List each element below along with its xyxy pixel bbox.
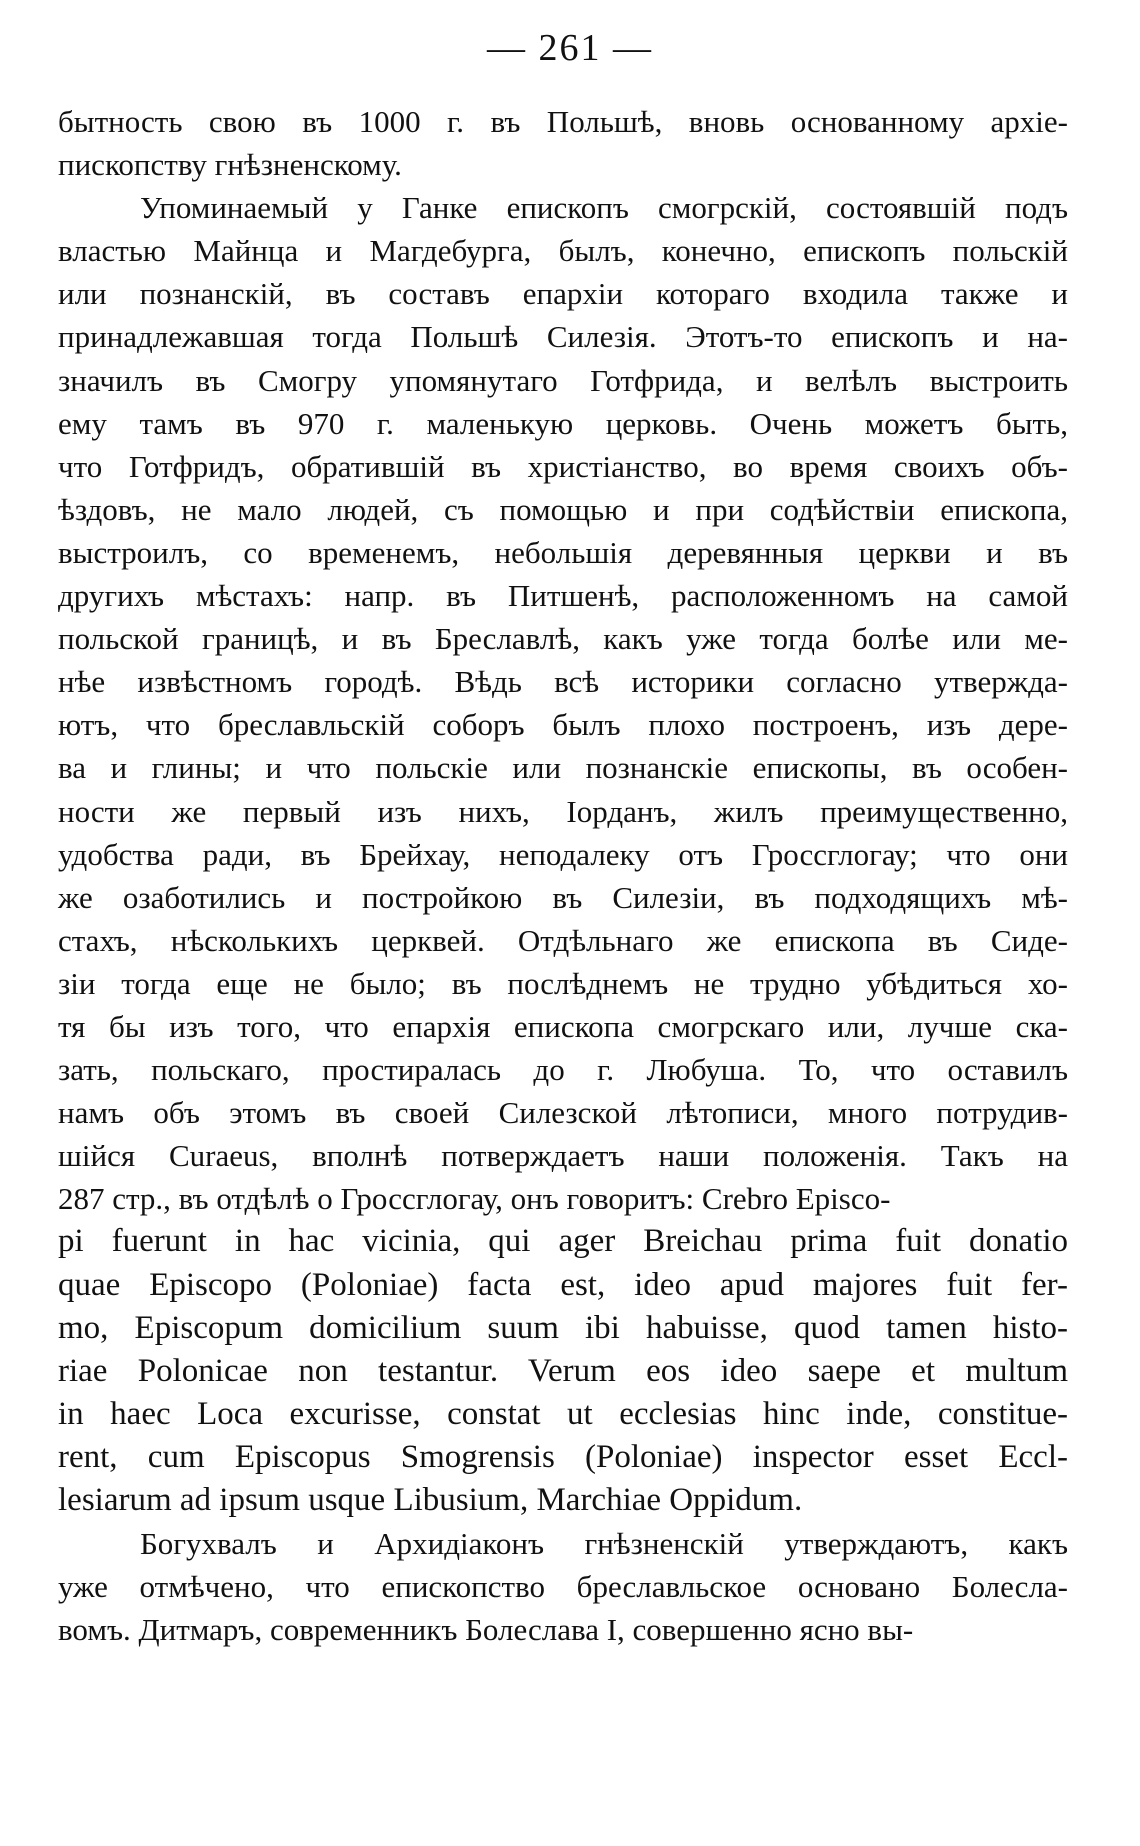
text-line: другихъ мѣстахъ: напр. въ Питшенѣ, расположенномъ на самой	[58, 578, 1068, 614]
text-line: mo, Episcopum domicilium suum ibi habuisse, quod tamen histo-	[58, 1309, 1068, 1346]
text-line: Упоминаемый у Ганке епископъ смогрскій, состоявшій подъ	[140, 190, 1068, 226]
text-line: что Готфридъ, обратившій въ христіанство, во время своихъ объ-	[58, 448, 1068, 484]
text-line: намъ объ этомъ въ своей Силезской лѣтописи, много потрудив-	[58, 1095, 1068, 1131]
text-line: вомъ. Дитмаръ, современникъ Болеслава I, совершенно ясно вы-	[58, 1612, 914, 1648]
text-line: ѣздовъ, не мало людей, съ помощью и при содѣйствіи епископа,	[58, 491, 1068, 527]
text-line: зать, польскаго, простиралась до г. Любуша. То, что оставилъ	[58, 1052, 1068, 1088]
text-line: уже отмѣчено, что епископство бреславльское основано Болесла-	[58, 1569, 1068, 1605]
text-line: in haec Loca excurisse, constat ut ecclesias hinc inde, constitue-	[58, 1395, 1068, 1432]
text-line: lesiarum ad ipsum usque Libusium, Marchiae Oppidum.	[58, 1482, 803, 1518]
text-line: 287 стр., въ отдѣлѣ о Гроссглогау, онъ говоритъ: Crebro Episco-	[58, 1181, 891, 1217]
text-line: riae Polonicae non testantur. Verum eos ideo saepe et multum	[58, 1352, 1068, 1389]
text-line: ютъ, что бреславльскій соборъ былъ плохо построенъ, изъ дере-	[58, 707, 1068, 743]
text-line: pi fuerunt in hac vicinia, qui ager Breichau prima fuit donatio	[58, 1223, 1068, 1260]
paragraph	[58, 1522, 1068, 1651]
text-line: пископству гнѣзненскому.	[58, 147, 402, 183]
text-line: ва и глины; и что польскіе или познанскіе епископы, въ особен-	[58, 750, 1068, 786]
paragraph	[58, 100, 1068, 186]
text-line: зіи тогда еще не было; въ послѣднемъ не трудно убѣдиться хо-	[58, 965, 1068, 1001]
text-line: польской границѣ, и въ Бреславлѣ, какъ уже тогда болѣе или ме-	[58, 621, 1068, 657]
page-text	[58, 100, 1068, 1651]
page-number: — 261 —	[487, 27, 653, 69]
text-line: стахъ, нѣсколькихъ церквей. Отдѣльнаго же епископа въ Сиде-	[58, 922, 1068, 958]
text-line: удобства ради, въ Брейхау, неподалеку отъ Гроссглогау; что они	[58, 836, 1068, 872]
text-line: принадлежавшая тогда Польшѣ Силезія. Этотъ-то епископъ и на-	[58, 319, 1068, 355]
text-line: значилъ въ Смогру упомянутаго Готфрида, и велѣлъ выстроить	[58, 362, 1068, 398]
text-line: quae Episcopo (Poloniae) facta est, ideo apud majores fuit fer-	[58, 1266, 1068, 1303]
text-line: Богухвалъ и Архидіаконъ гнѣзненскій утверждаютъ, какъ	[140, 1526, 1068, 1562]
text-line: выстроилъ, со временемъ, небольшія деревянныя церкви и въ	[58, 534, 1068, 570]
text-line: же озаботились и постройкою въ Силезіи, въ подходящихъ мѣ-	[58, 879, 1068, 915]
text-line: ности же первый изъ нихъ, Іорданъ, жилъ преимущественно,	[58, 793, 1068, 829]
text-line: ему тамъ въ 970 г. маленькую церковь. Очень можетъ быть,	[58, 405, 1068, 441]
text-line: нѣе извѣстномъ городѣ. Вѣдь всѣ историки согласно утвержда-	[58, 664, 1068, 700]
text-line: шійся Curaeus, вполнѣ потверждаетъ наши положенія. Такъ на	[58, 1138, 1068, 1174]
text-line: тя бы изъ того, что епархія епископа смогрскаго или, лучше ска-	[58, 1008, 1068, 1044]
text-line: бытность свою въ 1000 г. въ Польшѣ, вновь основанному архіе-	[58, 104, 1068, 139]
paragraph	[58, 1220, 1068, 1522]
text-line: или познанскій, въ составъ епархіи котораго входила также и	[58, 276, 1068, 312]
text-line: властью Майнца и Магдебурга, былъ, конечно, епископъ польскій	[58, 233, 1068, 269]
text-line: rent, cum Episcopus Smogrensis (Poloniae) inspector esset Eccl-	[58, 1438, 1068, 1475]
paragraph	[58, 186, 1068, 1220]
